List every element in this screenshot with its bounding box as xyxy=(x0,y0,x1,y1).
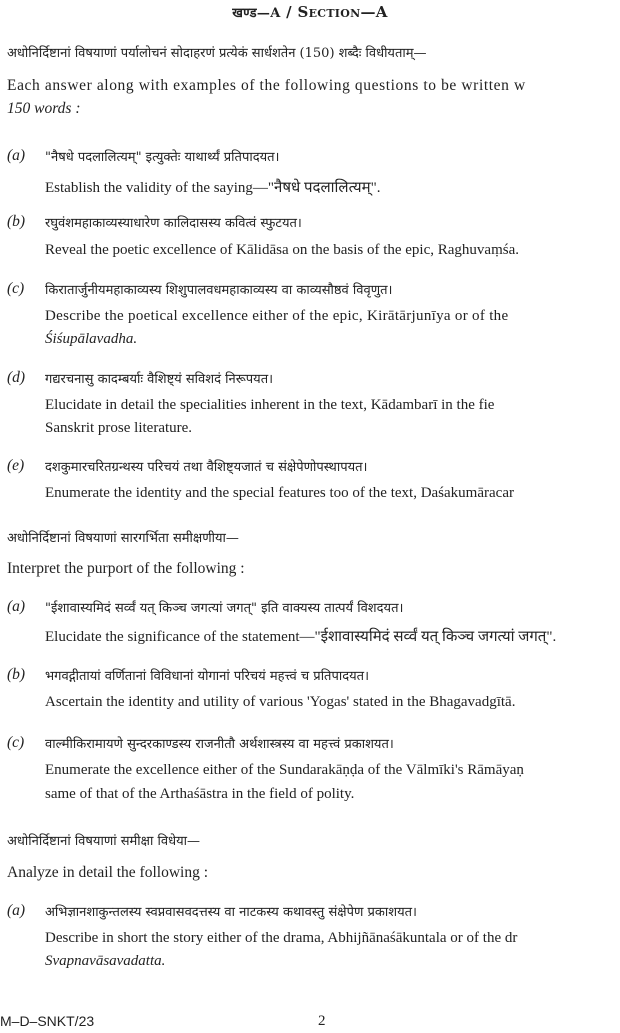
q1b-english: Reveal the poetic excellence of Kālidāsa on the basis of the epic, Raghuvaṃśa. xyxy=(45,242,519,258)
q1-instruction-english-cont: 150 words : xyxy=(7,100,81,117)
q3a-english-cont: Svapnavāsavadatta. xyxy=(45,953,166,969)
q2c-english: Enumerate the excellence either of the Sundarakāṇḍa of the Vālmīki's Rāmāyaṇ xyxy=(45,762,524,778)
q3-instruction-english: Analyze in detail the following : xyxy=(7,864,209,881)
q1a-english: Establish the validity of the saying—"नैषधे पदलालित्यम्". xyxy=(45,180,381,196)
q3a-english: Describe in short the story either of the drama, Abhijñānaśākuntala or of the dr xyxy=(45,930,518,946)
q2a-english: Elucidate the significance of the statement—"ईशावास्यमिदं सर्व्वं यत् किञ्च जगत्यां जगत्". xyxy=(45,629,557,645)
q2b-english: Ascertain the identity and utility of various 'Yogas' stated in the Bhagavadgītā. xyxy=(45,694,516,710)
q1c-english: Describe the poetical excellence either of the epic, Kirātārjunīya or of the xyxy=(45,308,509,324)
q2-instruction-sanskrit: अधोनिर्दिष्टानां विषयाणां सारगर्भिता समीक्षणीया— xyxy=(7,531,239,546)
q1b-sanskrit: रघुवंशमहाकाव्यस्याधारेण कालिदासस्य कवित्वं स्फुटयत। xyxy=(45,216,302,231)
q3-instruction-sanskrit: अधोनिर्दिष्टानां विषयाणां समीक्षा विधेया— xyxy=(7,834,200,849)
q1-instruction-english: Each answer along with examples of the following questions to be written w xyxy=(7,77,526,94)
q3a-sanskrit: अभिज्ञानशाकुन्तलस्य स्वप्नवासवदत्तस्य वा नाटकस्य कथावस्तु संक्षेपेण प्रकाशयत। xyxy=(45,905,417,920)
q1b-label: (b) xyxy=(7,213,26,230)
q2b-sanskrit: भगवद्गीतायां वर्णितानां विविधानां योगानां परिचयं महत्त्वं च प्रतिपादयत। xyxy=(45,669,370,684)
q2a-label: (a) xyxy=(7,598,26,615)
q1c-label: (c) xyxy=(7,280,25,297)
q1c-english-cont: Śiśupālavadha. xyxy=(45,331,138,347)
q2c-sanskrit: वाल्मीकिरामायणे सुन्दरकाण्डस्य राजनीतौ अर्थशास्त्रस्य वा महत्त्वं प्रकाशयत। xyxy=(45,737,394,752)
q2-instruction-english: Interpret the purport of the following : xyxy=(7,560,245,577)
section-separator: / xyxy=(286,3,292,21)
section-header xyxy=(0,3,620,21)
q1d-label: (d) xyxy=(7,369,26,386)
q1a-sanskrit: "नैषधे पदलालित्यम्" इत्युक्तेः याथार्थ्यं प्रतिपादयत। xyxy=(45,150,280,165)
page-number: 2 xyxy=(318,1013,326,1029)
q1a-label: (a) xyxy=(7,147,26,164)
q3a-label: (a) xyxy=(7,902,26,919)
q1c-sanskrit: किरातार्जुनीयमहाकाव्यस्य शिशुपालवधमहाकाव्यस्य वा काव्यसौष्ठवं विवृणुत। xyxy=(45,283,393,298)
q2b-label: (b) xyxy=(7,666,26,683)
q2a-sanskrit: "ईशावास्यमिदं सर्व्वं यत् किञ्च जगत्यां जगत्" इति वाक्यस्य तात्पर्यं विशदयत। xyxy=(45,601,404,616)
section-hindi: खण्ड—A xyxy=(232,6,281,21)
q2c-english-cont: same of that of the Arthaśāstra in the field of polity. xyxy=(45,786,355,802)
q1e-english: Enumerate the identity and the special features too of the text, Daśakumāracar xyxy=(45,485,514,501)
q1e-sanskrit: दशकुमारचरितग्रन्थस्य परिचयं तथा वैशिष्ट्यजातं च संक्षेपेणोपस्थापयत। xyxy=(45,460,368,475)
q2c-label: (c) xyxy=(7,734,25,751)
paper-code: M–D–SNKT/23 xyxy=(0,1013,95,1029)
q1d-english: Elucidate in detail the specialities inherent in the text, Kādambarī in the fie xyxy=(45,397,495,413)
q1-instruction-sanskrit: अधोनिर्दिष्टानां विषयाणां पर्यालोचनं सोदाहरणं प्रत्येकं सार्धशतेन (150) शब्दैः विधीयताम्— xyxy=(7,46,427,61)
q1e-label: (e) xyxy=(7,457,25,474)
q1d-sanskrit: गद्यरचनासु कादम्बर्याः वैशिष्ट्यं सविशदं निरूपयत। xyxy=(45,372,274,387)
section-english: Section—A xyxy=(297,3,388,21)
q1d-english-cont: Sanskrit prose literature. xyxy=(45,420,193,436)
